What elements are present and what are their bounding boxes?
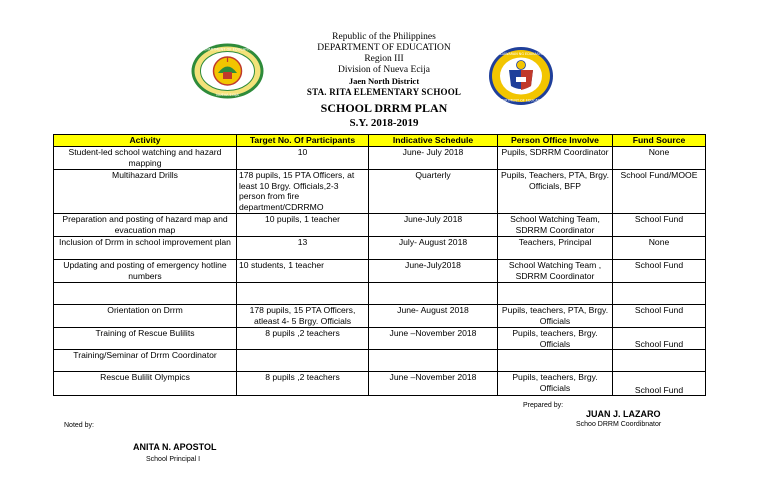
cell-person: Pupils, teachers, PTA, Brgy. Officials [498,305,613,328]
cell-target: 178 pupils, 15 PTA Officers, atleast 4- 5 Brgy. Officials [237,305,369,328]
cell-person [498,283,613,305]
preparer-role: Schoo DRRM Coordibnator [576,421,662,428]
cell-schedule: June- July 2018 [369,147,498,170]
cell-fund: School Fund [613,305,706,328]
cell-target: 8 pupils ,2 teachers [237,372,369,396]
table-row [54,237,706,260]
cell-target: 10 students, 1 teacher [237,260,369,283]
cell-target: 10 [237,147,369,170]
cell-person: Pupils, teachers, Brgy. Officials [498,328,613,350]
cell-target [237,283,369,305]
cell-activity: Training of Rescue Bulilits [54,328,237,350]
cell-person: School Watching Team , SDRRM Coordinator [498,260,613,283]
cell-activity: Training/Seminar of Drrm Coordinator [54,350,237,372]
cell-schedule: June-July2018 [369,260,498,283]
cell-schedule: June- August 2018 [369,305,498,328]
cell-person: Pupils, teachers, Brgy. Officials [498,372,613,396]
cell-schedule [369,350,498,372]
cell-target: 13 [237,237,369,260]
cell-schedule: July- August 2018 [369,237,498,260]
cell-fund: School Fund [613,260,706,283]
cell-activity: Orientation on Drrm [54,305,237,328]
column-header-schedule: Indicative Schedule [369,135,498,147]
cell-activity [54,283,237,305]
table-row [54,350,706,372]
cell-target: 178 pupils, 15 PTA Officers, at least 10 Brgy. Officials,2-3 person from fire department/CDRRMO [237,170,369,214]
column-header-person: Person Office Involve [498,135,613,147]
table-row [54,147,706,170]
cell-activity: Preparation and posting of hazard map and evacuation map [54,214,237,237]
cell-activity: Inclusion of Drrm in school improvement plan [54,237,237,260]
letterhead [0,32,768,130]
cell-schedule: June –November 2018 [369,328,498,350]
cell-person: Pupils, Teachers, PTA, Brgy. Officials, BFP [498,170,613,214]
table-row [54,305,706,328]
school-name: STA. RITA ELEMENTARY SCHOOL [306,87,462,97]
table-row [54,170,706,214]
cell-schedule: June-July 2018 [369,214,498,237]
column-header-target: Target No. Of Participants [237,135,369,147]
document-title: SCHOOL DRRM PLAN [320,101,448,115]
table-row [54,283,706,305]
cell-fund [613,283,706,305]
table-row [54,372,706,396]
svg-text:KAGAWARAN NG EDUKASYON: KAGAWARAN NG EDUKASYON [495,52,547,56]
cell-activity: Student-led school watching and hazard mapping [54,147,237,170]
region-line: Region III [364,54,404,64]
svg-text:NUEVA ECIJA: NUEVA ECIJA [216,93,239,97]
table-header-row [54,135,706,147]
drrm-plan-table [53,134,706,396]
cell-fund: None [613,147,706,170]
cell-person: Pupils, SDRRM Coordinator [498,147,613,170]
prepared-by-label: Prepared by: [523,402,564,409]
cell-activity: Rescue Bulilit Olympics [54,372,237,396]
division-line: Division of Nueva Ecija [337,65,431,75]
principal-role: School Principal I [146,456,201,463]
cell-fund: School Fund/MOOE [613,170,706,214]
column-header-fund: Fund Source [613,135,706,147]
department-line: DEPARTMENT OF EDUCATION [317,43,451,53]
cell-schedule [369,283,498,305]
cell-activity: Updating and posting of emergency hotline numbers [54,260,237,283]
cell-fund: None [613,237,706,260]
district-line: Jaen North District [348,76,420,86]
cell-target [237,350,369,372]
cell-fund: School Fund [613,372,706,396]
cell-fund [613,350,706,372]
column-header-activity: Activity [54,135,237,147]
table-row [54,328,706,350]
cell-person: Teachers, Principal [498,237,613,260]
table-row [54,214,706,237]
cell-fund: School Fund [613,328,706,350]
principal-name: ANITA N. APOSTOL [133,442,217,452]
table-row [54,260,706,283]
svg-text:DEPARTMENT OF EDUCATION: DEPARTMENT OF EDUCATION [496,98,546,103]
cell-target: 10 pupils, 1 teacher [237,214,369,237]
preparer-name: JUAN J. LAZARO [586,409,661,419]
country-line: Republic of the Philippines [332,32,436,42]
cell-person [498,350,613,372]
cell-schedule: Quarterly [369,170,498,214]
cell-schedule: June –November 2018 [369,372,498,396]
svg-text:DEPARTMENT OF EDUCATION: DEPARTMENT OF EDUCATION [201,47,254,52]
cell-target: 8 pupils ,2 teachers [237,328,369,350]
noted-by-label: Noted by: [64,422,94,429]
cell-person: School Watching Team, SDRRM Coordinator [498,214,613,237]
school-year: S.Y. 2018-2019 [349,117,419,129]
cell-activity: Multihazard Drills [54,170,237,214]
cell-fund: School Fund [613,214,706,237]
